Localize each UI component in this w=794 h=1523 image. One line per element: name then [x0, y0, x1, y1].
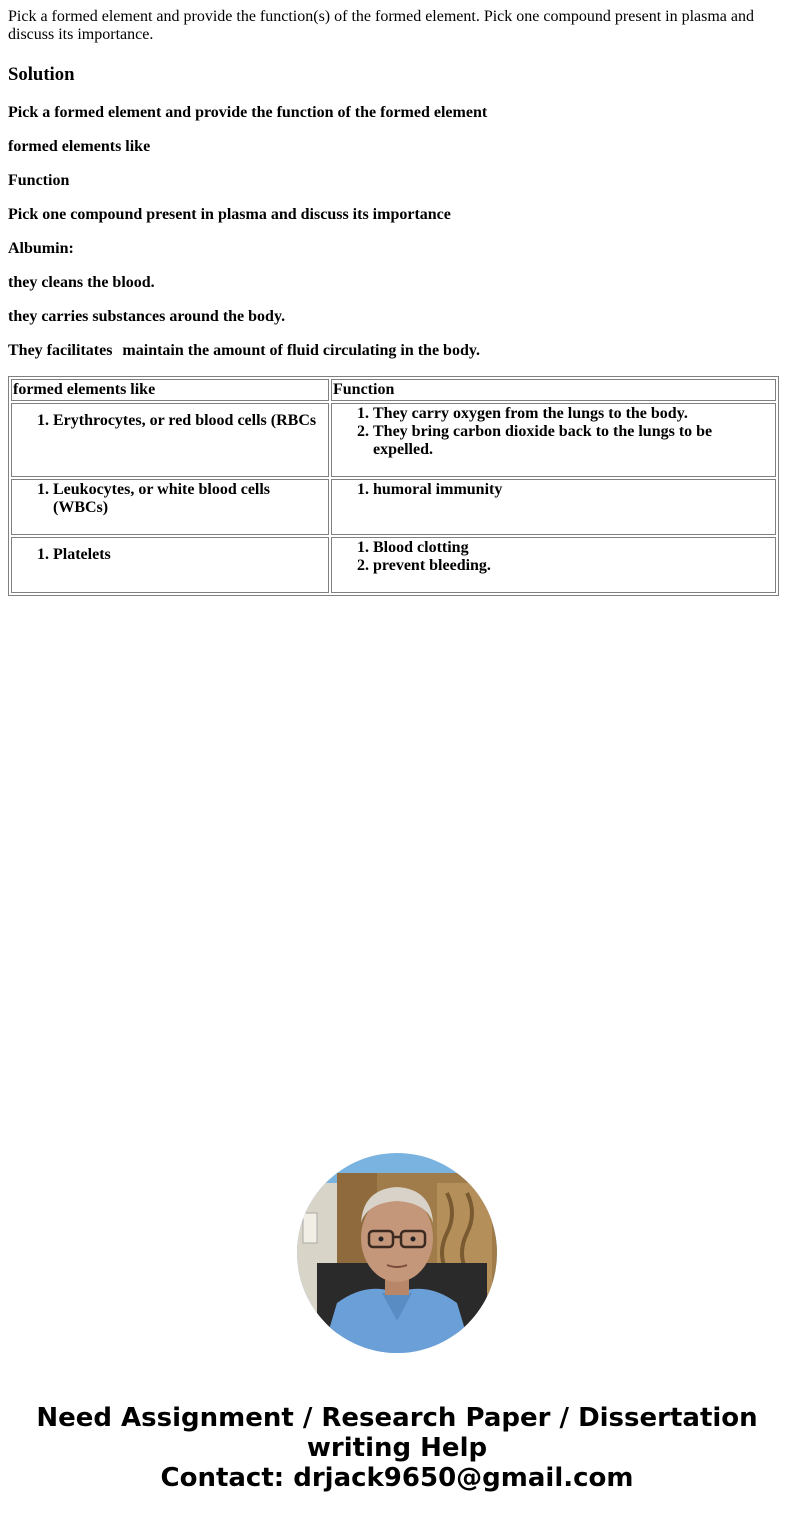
table-header-cell: formed elements like — [11, 379, 329, 401]
table-row — [11, 537, 776, 593]
solution-heading: Solution — [8, 64, 75, 85]
document-body — [0, 0, 794, 596]
author-photo-illustration — [297, 1153, 497, 1353]
list-item: 2. They bring carbon dioxide back to the lungs to be expelled. — [373, 423, 774, 459]
paragraph-facilitates — [8, 342, 786, 360]
paragraph-formed-elements-like: formed elements like — [8, 138, 151, 155]
paragraph-pick-formed-element: Pick a formed element and provide the function of the formed element — [8, 104, 488, 121]
facilitates-part-1: They facilitates — [8, 342, 113, 359]
list-item: 1. Blood clotting — [373, 539, 774, 557]
list-item: 1. They carry oxygen from the lungs to the body. — [373, 405, 774, 423]
promo-line-2: writing Help — [306, 1433, 488, 1463]
author-avatar — [297, 1153, 497, 1353]
paragraph-function: Function — [8, 172, 70, 189]
list-item: 1. Platelets — [53, 546, 327, 564]
question-text: Pick a formed element and provide the function(s) of the formed element. Pick one compound present in plasma and discuss its importance. — [8, 8, 754, 43]
paragraph-albumin: Albumin: — [8, 240, 74, 257]
paragraph-pick-compound: Pick one compound present in plasma and discuss its importance — [8, 206, 451, 223]
table-header-cell: Function — [331, 379, 776, 401]
table-header-row — [11, 379, 776, 401]
formed-elements-table — [8, 376, 779, 596]
table-row — [11, 403, 776, 477]
table-row — [11, 479, 776, 535]
promo-banner — [0, 1403, 794, 1493]
list-item: 1. humoral immunity — [373, 481, 774, 499]
table-cell-function — [331, 479, 776, 535]
promo-contact: Contact: drjack9650@gmail.com — [160, 1463, 634, 1493]
list-item: 1. Leukocytes, or white blood cells (WBCs) — [53, 481, 327, 517]
table-cell-function — [331, 403, 776, 477]
paragraph-carries-substances: they carries substances around the body. — [8, 308, 286, 325]
promo-line-1: Need Assignment / Research Paper / Dissertation — [36, 1403, 758, 1433]
table-cell-element — [11, 403, 329, 477]
table-cell-function — [331, 537, 776, 593]
facilitates-part-2: maintain the amount of fluid circulating in the body. — [122, 342, 480, 359]
list-item: 1. Erythrocytes, or red blood cells (RBCs — [53, 412, 327, 430]
table-cell-element — [11, 537, 329, 593]
table-cell-element — [11, 479, 329, 535]
paragraph-cleans-blood: they cleans the blood. — [8, 274, 155, 291]
list-item: 2. prevent bleeding. — [373, 557, 774, 575]
